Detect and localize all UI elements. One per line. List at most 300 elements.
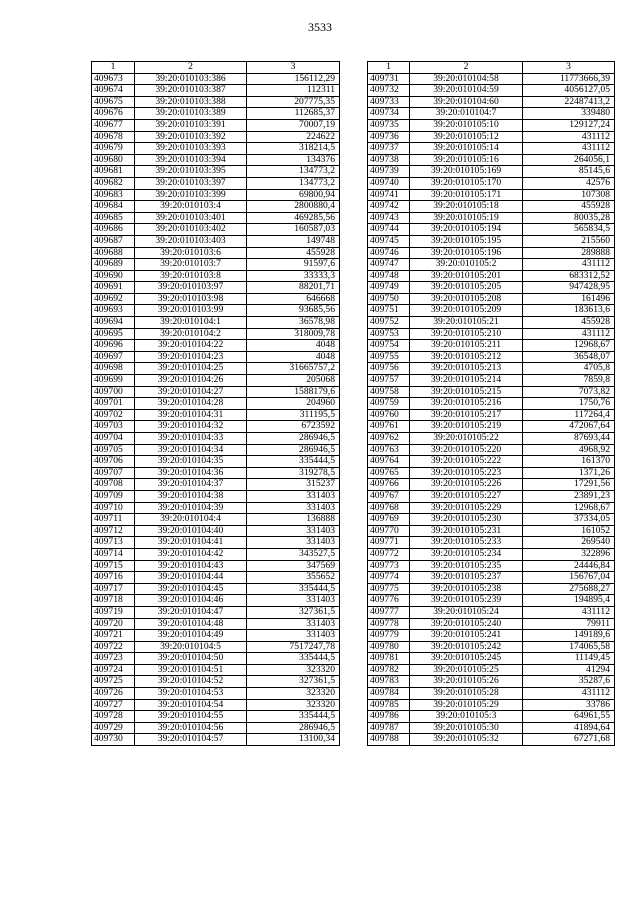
table-row [368,467,615,479]
table-row [92,467,340,479]
table-row [92,433,340,445]
cadastral-number-cell: 39:20:010104:38 [135,490,247,502]
value-cell: 33333,3 [247,270,340,282]
cadastral-number-cell: 39:20:010104:5 [135,641,247,653]
row-number-cell: 409731 [368,73,410,85]
cadastral-number-cell: 39:20:010103:4 [135,201,247,213]
row-number-cell: 409755 [368,351,410,363]
cadastral-number-cell: 39:20:010105:169 [410,166,523,178]
value-cell: 41294 [523,664,615,676]
value-cell: 4056127,05 [523,85,615,97]
cadastral-number-cell: 39:20:010105:194 [410,224,523,236]
table-row [368,189,615,201]
table-row [92,711,340,723]
cadastral-number-cell: 39:20:010105:238 [410,583,523,595]
row-number-cell: 409787 [368,722,410,734]
cadastral-number-cell: 39:20:010104:53 [135,688,247,700]
table-row [92,630,340,642]
value-cell: 93685,56 [247,305,340,317]
cadastral-number-cell: 39:20:010103:391 [135,119,247,131]
value-cell: 4705,8 [523,363,615,375]
table-row [368,340,615,352]
table-row [368,108,615,120]
value-cell: 323320 [247,664,340,676]
row-number-cell: 409751 [368,305,410,317]
table-row [92,166,340,178]
cadastral-number-cell: 39:20:010104:50 [135,653,247,665]
table-row [92,270,340,282]
value-cell: 207775,35 [247,96,340,108]
value-cell: 129127,24 [523,119,615,131]
value-cell: 2800880,4 [247,201,340,213]
cadastral-number-cell: 39:20:010105:3 [410,711,523,723]
left-table-body [92,73,340,745]
table-row [92,583,340,595]
row-number-cell: 409727 [92,699,135,711]
cadastral-number-cell: 39:20:010103:99 [135,305,247,317]
value-cell: 947428,95 [523,282,615,294]
value-cell: 31665757,2 [247,363,340,375]
value-cell: 286946,5 [247,722,340,734]
cadastral-number-cell: 39:20:010103:97 [135,282,247,294]
table-row [92,525,340,537]
cadastral-number-cell: 39:20:010105:222 [410,456,523,468]
table-row [92,259,340,271]
table-row [92,699,340,711]
cadastral-number-cell: 39:20:010104:51 [135,664,247,676]
table-row [368,722,615,734]
column-header-1: 1 [368,62,410,74]
row-number-cell: 409745 [368,235,410,247]
table-row [368,212,615,224]
value-cell: 565834,5 [523,224,615,236]
value-cell: 269540 [523,537,615,549]
row-number-cell: 409719 [92,606,135,618]
value-cell: 646668 [247,293,340,305]
value-cell: 11773666,39 [523,73,615,85]
row-number-cell: 409770 [368,525,410,537]
right-table-body [368,73,615,745]
cadastral-number-cell: 39:20:010105:10 [410,119,523,131]
value-cell: 331403 [247,618,340,630]
row-number-cell: 409741 [368,189,410,201]
cadastral-number-cell: 39:20:010105:14 [410,143,523,155]
table-row [368,595,615,607]
table-row [368,293,615,305]
column-header-2: 2 [410,62,523,74]
value-cell: 431112 [523,688,615,700]
row-number-cell: 409761 [368,421,410,433]
cadastral-number-cell: 39:20:010104:33 [135,433,247,445]
value-cell: 161052 [523,525,615,537]
table-row [92,119,340,131]
cadastral-number-cell: 39:20:010104:46 [135,595,247,607]
cadastral-number-cell: 39:20:010103:6 [135,247,247,259]
value-cell: 331403 [247,525,340,537]
table-row [368,479,615,491]
row-number-cell: 409717 [92,583,135,595]
cadastral-number-cell: 39:20:010103:386 [135,73,247,85]
value-cell: 204960 [247,398,340,410]
row-number-cell: 409692 [92,293,135,305]
value-cell: 80035,28 [523,212,615,224]
row-number-cell: 409688 [92,247,135,259]
value-cell: 455928 [247,247,340,259]
row-number-cell: 409744 [368,224,410,236]
table-row [368,247,615,259]
table-header-row [368,62,615,74]
value-cell: 136888 [247,514,340,526]
table-row [92,653,340,665]
table-row [92,409,340,421]
cadastral-number-cell: 39:20:010103:389 [135,108,247,120]
cadastral-number-cell: 39:20:010105:24 [410,606,523,618]
table-row [368,224,615,236]
cadastral-number-cell: 39:20:010105:208 [410,293,523,305]
row-number-cell: 409779 [368,630,410,642]
row-number-cell: 409713 [92,537,135,549]
row-number-cell: 409728 [92,711,135,723]
value-cell: 431112 [523,143,615,155]
value-cell: 87693,44 [523,433,615,445]
table-row [92,398,340,410]
cadastral-number-cell: 39:20:010105:205 [410,282,523,294]
cadastral-number-cell: 39:20:010105:239 [410,595,523,607]
value-cell: 327361,5 [247,606,340,618]
cadastral-number-cell: 39:20:010105:217 [410,409,523,421]
table-row [368,641,615,653]
value-cell: 134376 [247,154,340,166]
table-row [92,479,340,491]
value-cell: 455928 [523,201,615,213]
table-row [368,699,615,711]
row-number-cell: 409686 [92,224,135,236]
row-number-cell: 409735 [368,119,410,131]
table-row [92,502,340,514]
row-number-cell: 409724 [92,664,135,676]
value-cell: 343527,5 [247,548,340,560]
cadastral-number-cell: 39:20:010104:28 [135,398,247,410]
cadastral-number-cell: 39:20:010105:214 [410,375,523,387]
table-row [368,630,615,642]
cadastral-number-cell: 39:20:010105:21 [410,317,523,329]
row-number-cell: 409778 [368,618,410,630]
value-cell: 107308 [523,189,615,201]
table-row [368,154,615,166]
cadastral-number-cell: 39:20:010105:231 [410,525,523,537]
row-number-cell: 409716 [92,572,135,584]
left-register-table [91,61,340,746]
row-number-cell: 409684 [92,201,135,213]
value-cell: 431112 [523,606,615,618]
row-number-cell: 409697 [92,351,135,363]
value-cell: 286946,5 [247,444,340,456]
table-row [92,664,340,676]
cadastral-number-cell: 39:20:010105:26 [410,676,523,688]
value-cell: 4048 [247,351,340,363]
row-number-cell: 409764 [368,456,410,468]
table-row [368,166,615,178]
row-number-cell: 409734 [368,108,410,120]
row-number-cell: 409758 [368,386,410,398]
row-number-cell: 409769 [368,514,410,526]
value-cell: 311195,5 [247,409,340,421]
table-row [368,96,615,108]
value-cell: 112685,37 [247,108,340,120]
row-number-cell: 409775 [368,583,410,595]
row-number-cell: 409682 [92,177,135,189]
cadastral-number-cell: 39:20:010104:39 [135,502,247,514]
cadastral-number-cell: 39:20:010105:28 [410,688,523,700]
cadastral-number-cell: 39:20:010103:387 [135,85,247,97]
cadastral-number-cell: 39:20:010105:25 [410,664,523,676]
row-number-cell: 409739 [368,166,410,178]
table-row [368,177,615,189]
table-row [92,131,340,143]
value-cell: 41894,64 [523,722,615,734]
table-row [368,409,615,421]
table-row [368,525,615,537]
value-cell: 331403 [247,490,340,502]
cadastral-number-cell: 39:20:010104:26 [135,375,247,387]
row-number-cell: 409782 [368,664,410,676]
table-row [368,375,615,387]
value-cell: 323320 [247,699,340,711]
value-cell: 431112 [523,259,615,271]
row-number-cell: 409702 [92,409,135,421]
row-number-cell: 409685 [92,212,135,224]
cadastral-number-cell: 39:20:010104:57 [135,734,247,746]
cadastral-number-cell: 39:20:010105:170 [410,177,523,189]
cadastral-number-cell: 39:20:010103:397 [135,177,247,189]
right-register-table [367,61,615,746]
table-row [92,85,340,97]
table-row [92,293,340,305]
row-number-cell: 409701 [92,398,135,410]
value-cell: 183613,6 [523,305,615,317]
value-cell: 85145,6 [523,166,615,178]
cadastral-number-cell: 39:20:010104:2 [135,328,247,340]
table-row [368,676,615,688]
value-cell: 355652 [247,572,340,584]
table-row [368,664,615,676]
cadastral-number-cell: 39:20:010105:240 [410,618,523,630]
table-row [368,259,615,271]
row-number-cell: 409749 [368,282,410,294]
cadastral-number-cell: 39:20:010104:35 [135,456,247,468]
value-cell: 335444,5 [247,583,340,595]
table-row [368,363,615,375]
value-cell: 331403 [247,502,340,514]
value-cell: 339480 [523,108,615,120]
cadastral-number-cell: 39:20:010104:56 [135,722,247,734]
value-cell: 275688,27 [523,583,615,595]
table-row [92,560,340,572]
cadastral-number-cell: 39:20:010104:25 [135,363,247,375]
table-row [368,398,615,410]
row-number-cell: 409693 [92,305,135,317]
cadastral-number-cell: 39:20:010103:402 [135,224,247,236]
cadastral-number-cell: 39:20:010104:54 [135,699,247,711]
table-row [368,688,615,700]
cadastral-number-cell: 39:20:010104:60 [410,96,523,108]
row-number-cell: 409694 [92,317,135,329]
row-number-cell: 409709 [92,490,135,502]
value-cell: 1750,76 [523,398,615,410]
row-number-cell: 409767 [368,490,410,502]
table-row [92,328,340,340]
cadastral-number-cell: 39:20:010103:388 [135,96,247,108]
row-number-cell: 409747 [368,259,410,271]
row-number-cell: 409691 [92,282,135,294]
table-row [92,305,340,317]
value-cell: 431112 [523,328,615,340]
row-number-cell: 409707 [92,467,135,479]
table-row [92,595,340,607]
row-number-cell: 409687 [92,235,135,247]
row-number-cell: 409678 [92,131,135,143]
cadastral-number-cell: 39:20:010105:237 [410,572,523,584]
table-row [368,560,615,572]
table-row [368,305,615,317]
cadastral-number-cell: 39:20:010104:22 [135,340,247,352]
value-cell: 683312,52 [523,270,615,282]
cadastral-number-cell: 39:20:010105:2 [410,259,523,271]
cadastral-number-cell: 39:20:010104:27 [135,386,247,398]
row-number-cell: 409696 [92,340,135,352]
value-cell: 194895,4 [523,595,615,607]
table-row [92,235,340,247]
row-number-cell: 409698 [92,363,135,375]
row-number-cell: 409726 [92,688,135,700]
value-cell: 215560 [523,235,615,247]
row-number-cell: 409732 [368,85,410,97]
cadastral-number-cell: 39:20:010105:209 [410,305,523,317]
value-cell: 12968,67 [523,502,615,514]
table-row [368,537,615,549]
value-cell: 37334,05 [523,514,615,526]
value-cell: 69800,94 [247,189,340,201]
row-number-cell: 409760 [368,409,410,421]
cadastral-number-cell: 39:20:010104:44 [135,572,247,584]
cadastral-number-cell: 39:20:010105:220 [410,444,523,456]
table-row [92,386,340,398]
value-cell: 289888 [523,247,615,259]
table-row [92,722,340,734]
value-cell: 70007,19 [247,119,340,131]
value-cell: 13100,34 [247,734,340,746]
value-cell: 264056,1 [523,154,615,166]
table-row [92,143,340,155]
cadastral-number-cell: 39:20:010104:42 [135,548,247,560]
table-row [92,340,340,352]
table-row [92,247,340,259]
row-number-cell: 409746 [368,247,410,259]
row-number-cell: 409777 [368,606,410,618]
row-number-cell: 409742 [368,201,410,213]
cadastral-number-cell: 39:20:010105:195 [410,235,523,247]
table-row [368,73,615,85]
cadastral-number-cell: 39:20:010105:223 [410,467,523,479]
row-number-cell: 409676 [92,108,135,120]
cadastral-number-cell: 39:20:010103:393 [135,143,247,155]
cadastral-number-cell: 39:20:010105:215 [410,386,523,398]
row-number-cell: 409723 [92,653,135,665]
row-number-cell: 409721 [92,630,135,642]
value-cell: 134773,2 [247,177,340,189]
column-header-1: 1 [92,62,135,74]
cadastral-number-cell: 39:20:010105:210 [410,328,523,340]
cadastral-number-cell: 39:20:010104:36 [135,467,247,479]
value-cell: 327361,5 [247,676,340,688]
row-number-cell: 409722 [92,641,135,653]
row-number-cell: 409675 [92,96,135,108]
table-row [92,212,340,224]
cadastral-number-cell: 39:20:010105:226 [410,479,523,491]
cadastral-number-cell: 39:20:010105:201 [410,270,523,282]
value-cell: 335444,5 [247,456,340,468]
value-cell: 1371,26 [523,467,615,479]
row-number-cell: 409756 [368,363,410,375]
table-row [92,177,340,189]
row-number-cell: 409730 [92,734,135,746]
table-row [368,328,615,340]
row-number-cell: 409674 [92,85,135,97]
value-cell: 323320 [247,688,340,700]
table-row [92,537,340,549]
table-row [92,618,340,630]
row-number-cell: 409753 [368,328,410,340]
table-row [368,618,615,630]
row-number-cell: 409736 [368,131,410,143]
cadastral-number-cell: 39:20:010103:403 [135,235,247,247]
table-row [368,351,615,363]
table-row [368,514,615,526]
value-cell: 469285,56 [247,212,340,224]
column-header-3: 3 [523,62,615,74]
table-row [92,108,340,120]
row-number-cell: 409784 [368,688,410,700]
cadastral-number-cell: 39:20:010103:394 [135,154,247,166]
value-cell: 7517247,78 [247,641,340,653]
value-cell: 224622 [247,131,340,143]
value-cell: 318009,78 [247,328,340,340]
value-cell: 24446,84 [523,560,615,572]
table-row [92,641,340,653]
table-row [92,154,340,166]
value-cell: 88201,71 [247,282,340,294]
row-number-cell: 409677 [92,119,135,131]
table-row [92,514,340,526]
cadastral-number-cell: 39:20:010104:23 [135,351,247,363]
table-row [92,548,340,560]
value-cell: 36578,98 [247,317,340,329]
cadastral-number-cell: 39:20:010105:29 [410,699,523,711]
cadastral-number-cell: 39:20:010104:48 [135,618,247,630]
cadastral-number-cell: 39:20:010104:1 [135,317,247,329]
cadastral-number-cell: 39:20:010104:43 [135,560,247,572]
row-number-cell: 409695 [92,328,135,340]
value-cell: 1588179,6 [247,386,340,398]
row-number-cell: 409703 [92,421,135,433]
cadastral-number-cell: 39:20:010105:242 [410,641,523,653]
value-cell: 347569 [247,560,340,572]
value-cell: 205068 [247,375,340,387]
cadastral-number-cell: 39:20:010103:392 [135,131,247,143]
table-row [92,201,340,213]
value-cell: 149748 [247,235,340,247]
table-row [368,583,615,595]
